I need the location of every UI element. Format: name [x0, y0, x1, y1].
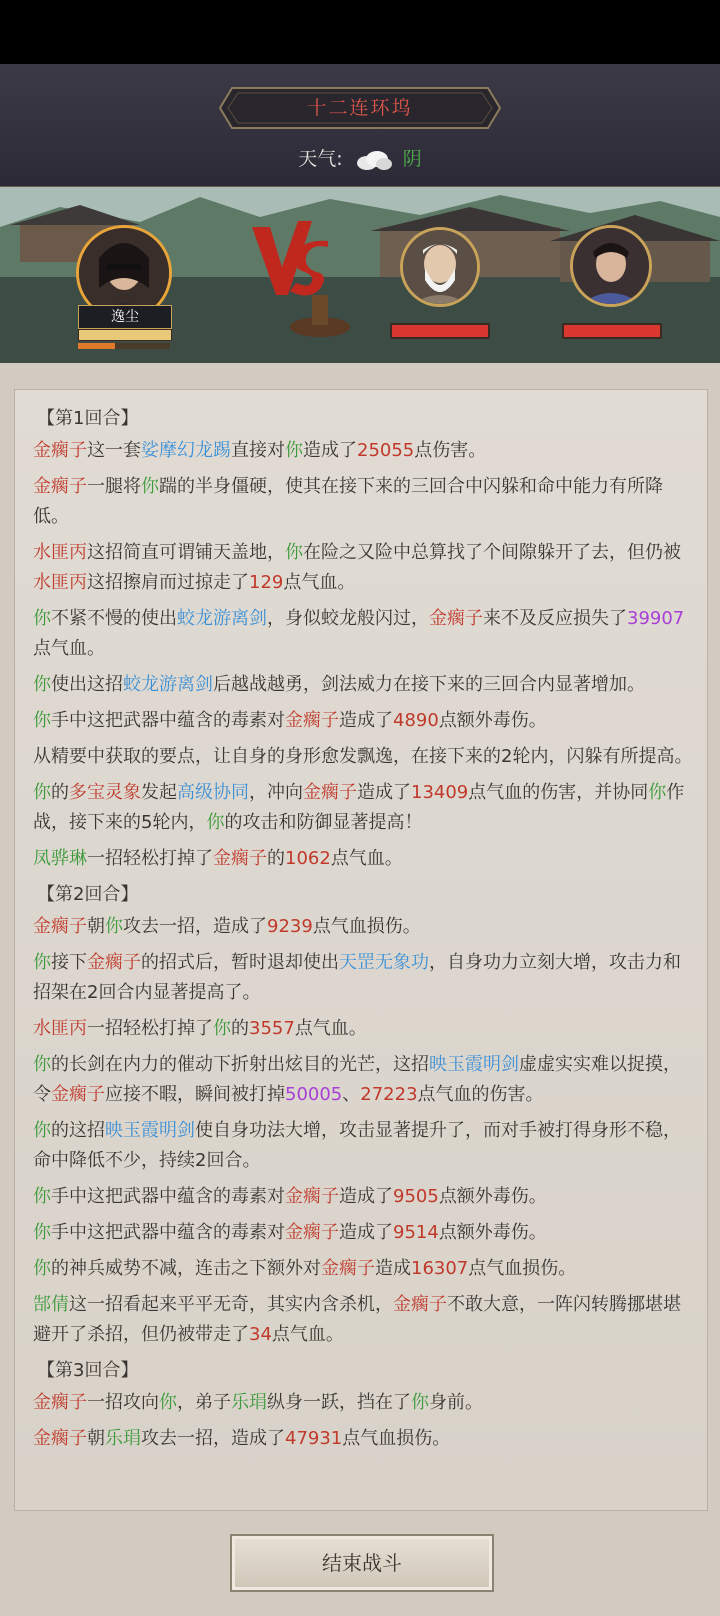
log-segment: 应接不暇，瞬间被打掉 [105, 1084, 285, 1105]
log-segment: 金瘸子 [321, 1258, 375, 1279]
log-segment: ，身似蛟龙般闪过， [267, 608, 429, 629]
log-segment: 造成 [375, 1258, 411, 1279]
log-segment: 金瘸子 [285, 1222, 339, 1243]
log-segment: 这一套 [87, 440, 141, 461]
log-segment: 乐琄 [231, 1392, 267, 1413]
log-segment: 点气血损伤。 [468, 1258, 577, 1279]
log-segment: 娑摩幻龙踢 [141, 440, 231, 461]
log-segment: 你 [285, 542, 303, 563]
log-segment: 你 [33, 1258, 51, 1279]
log-segment: 的招式后，暂时退却使出 [141, 952, 339, 973]
log-segment: 金瘸子 [33, 440, 87, 461]
log-segment: 蛟龙游离剑 [123, 674, 213, 695]
log-segment: 你 [648, 782, 667, 803]
log-segment: 4890 [393, 710, 439, 731]
log-segment: 虚虚实实难以捉摸，令 [33, 1054, 681, 1105]
log-segment: 造成了 [339, 710, 393, 731]
log-segment: 造成了 [339, 1222, 393, 1243]
log-segment: 你 [159, 1392, 177, 1413]
log-segment: 9514 [393, 1222, 439, 1243]
log-segment: 点气血损伤。 [312, 916, 421, 937]
log-entry [33, 670, 697, 700]
log-segment: 一腿将 [87, 476, 141, 497]
log-segment: 郜倩 [33, 1294, 69, 1315]
log-segment: 50005 [285, 1084, 343, 1105]
log-segment: 金瘸子 [285, 1186, 339, 1207]
log-segment: 乐琄 [105, 1428, 141, 1449]
log-segment: 1062 [285, 848, 331, 869]
log-segment: 作战，接下来的5轮内， [33, 782, 685, 833]
log-segment: 点额外毒伤。 [438, 710, 547, 731]
enemy-hp-bar-2 [562, 323, 662, 339]
log-segment: 你 [33, 1054, 51, 1075]
log-segment: 手中这把武器中蕴含的毒素对 [51, 1222, 285, 1243]
player-energy-bar [78, 343, 170, 349]
status-bar [0, 0, 720, 64]
log-segment: 这招简直可谓铺天盖地， [87, 542, 285, 563]
log-segment: 你 [33, 1222, 51, 1243]
log-entry [33, 1388, 697, 1418]
log-segment: 3557 [249, 1018, 295, 1039]
log-segment: 、 [342, 1084, 361, 1105]
log-segment: 金瘸子 [303, 782, 357, 803]
log-segment: 身前。 [429, 1392, 483, 1413]
battle-log-panel[interactable] [14, 389, 708, 1511]
log-segment: 点气血。 [294, 1018, 367, 1039]
log-entry [33, 436, 697, 466]
log-segment: 你 [33, 608, 51, 629]
log-segment: 发起 [141, 782, 177, 803]
cloud-icon [353, 149, 393, 171]
log-segment: 你 [105, 916, 123, 937]
weather-label: 天气: [298, 148, 343, 170]
log-segment: 金瘸子 [285, 710, 339, 731]
log-segment: 金瘸子 [87, 952, 141, 973]
round-header: 【第3回合】 [37, 1360, 139, 1381]
log-segment: 金瘸子 [33, 916, 87, 937]
log-segment: ，自身功力立刻大增，攻击力和招架在2回合内显著提高了。 [33, 952, 681, 1003]
vs-icon [250, 217, 330, 307]
log-entry [33, 844, 697, 874]
log-segment: 25055 [357, 440, 415, 461]
log-segment: 攻去一招，造成了 [123, 916, 267, 937]
log-segment: 点气血。 [33, 638, 105, 659]
log-entry [33, 1182, 697, 1212]
log-segment: 直接对 [231, 440, 285, 461]
log-segment: 这招擦肩而过掠走了 [87, 572, 249, 593]
log-segment: 你 [33, 674, 51, 695]
location-title-plate [218, 86, 502, 130]
log-segment: 映玉霞明剑 [105, 1120, 195, 1141]
end-battle-button[interactable]: 结束战斗 [230, 1534, 494, 1592]
log-segment: 的这招 [51, 1120, 105, 1141]
log-entry [33, 706, 697, 736]
log-segment: 你 [33, 1186, 51, 1207]
log-segment: 不敢大意，一阵闪转腾挪堪堪避开了杀招，但仍被带走了 [33, 1294, 681, 1345]
log-segment: 手中这把武器中蕴含的毒素对 [51, 710, 285, 731]
log-segment: 你 [285, 440, 303, 461]
log-segment: 47931 [285, 1428, 343, 1449]
log-segment: 9505 [393, 1186, 439, 1207]
log-segment: 你 [206, 812, 225, 833]
log-segment: 你 [213, 1018, 231, 1039]
log-segment: 后越战越勇，剑法威力在接下来的三回合内显著增加。 [213, 674, 645, 695]
log-entry [33, 472, 697, 532]
log-entry [33, 1218, 697, 1248]
log-segment: 你 [141, 476, 159, 497]
log-segment: 点伤害。 [414, 440, 487, 461]
log-segment: ，冲向 [249, 782, 303, 803]
log-segment: 的 [267, 848, 285, 869]
battle-log [33, 404, 697, 1460]
log-segment: 金瘸子 [429, 608, 483, 629]
log-segment: 朝 [87, 916, 105, 937]
log-entry [33, 1254, 697, 1284]
log-entry [33, 1116, 697, 1176]
log-segment: 的长剑在内力的催动下折射出炫目的光芒，这招 [51, 1054, 429, 1075]
log-segment: 点气血损伤。 [342, 1428, 451, 1449]
log-segment: 你 [33, 710, 51, 731]
log-segment: 攻去一招，造成了 [141, 1428, 285, 1449]
enemy-hp-bar-1 [390, 323, 490, 339]
log-segment: 金瘸子 [393, 1294, 447, 1315]
log-segment: 一招轻松打掉了 [87, 848, 213, 869]
log-segment: 金瘸子 [33, 476, 87, 497]
log-segment: 造成了 [303, 440, 357, 461]
weather-value: 阴 [402, 148, 422, 170]
log-segment: 这一招看起来平平无奇，其实内含杀机， [69, 1294, 393, 1315]
log-segment: 点额外毒伤。 [438, 1186, 547, 1207]
log-entry [33, 604, 697, 664]
battle-header [0, 64, 720, 188]
log-segment: 水匪丙 [33, 542, 87, 563]
log-segment: 多宝灵象 [69, 782, 141, 803]
log-segment: 一招攻向 [87, 1392, 159, 1413]
log-segment: 的神兵威势不减，连击之下额外对 [51, 1258, 321, 1279]
log-segment: 金瘸子 [33, 1428, 87, 1449]
weather-row [0, 144, 720, 171]
log-segment: 9239 [267, 916, 313, 937]
enemy-avatar-old-master[interactable] [400, 227, 480, 307]
log-segment: 水匪丙 [33, 1018, 87, 1039]
log-segment: 你 [33, 1120, 51, 1141]
log-segment: 来不及反应损失了 [483, 608, 627, 629]
player-hp-bar [78, 329, 172, 341]
log-segment: 点气血。 [271, 1324, 344, 1345]
log-segment: 你 [33, 952, 51, 973]
log-entry [33, 538, 697, 598]
battle-scene [0, 187, 720, 363]
round-header: 【第1回合】 [37, 408, 139, 429]
log-segment: 造成了 [339, 1186, 393, 1207]
log-entry [33, 1014, 697, 1044]
log-segment: 朝 [87, 1428, 105, 1449]
log-segment: 16307 [411, 1258, 469, 1279]
log-segment: 点气血。 [283, 572, 356, 593]
log-segment: 的 [51, 782, 69, 803]
log-segment: 天罡无象功 [339, 952, 429, 973]
round-header: 【第2回合】 [37, 884, 139, 905]
log-segment: 的攻击和防御显著提高！ [224, 812, 423, 833]
log-segment: 凤骅琳 [33, 848, 87, 869]
log-segment: 你 [33, 782, 51, 803]
log-entry [33, 1050, 697, 1110]
player-name: 逸尘 [78, 305, 172, 329]
log-entry [33, 778, 697, 838]
location-title: 十二连环坞 [307, 97, 413, 119]
log-entry [33, 912, 697, 942]
log-segment: ，弟子 [177, 1392, 231, 1413]
log-segment: 34 [249, 1324, 272, 1345]
log-entry [33, 948, 697, 1008]
log-entry [33, 1290, 697, 1350]
log-segment: 使自身功法大增，攻击显著提升了，而对手被打得身形不稳，命中降低不少，持续2回合。 [33, 1120, 681, 1171]
enemy-avatar-warrior[interactable] [570, 225, 652, 307]
log-segment: 不紧不慢的使出 [51, 608, 177, 629]
log-segment: 129 [249, 572, 284, 593]
log-segment: 点额外毒伤。 [438, 1222, 547, 1243]
log-segment: 金瘸子 [213, 848, 267, 869]
log-segment: 纵身一跃，挡在了 [267, 1392, 411, 1413]
log-segment: 点气血。 [330, 848, 403, 869]
log-segment: 蛟龙游离剑 [177, 608, 267, 629]
log-segment: 你 [411, 1392, 429, 1413]
log-segment: 接下 [51, 952, 87, 973]
log-segment: 使出这招 [51, 674, 123, 695]
log-segment: 从精要中获取的要点，让自身的身形愈发飘逸，在接下来的2轮内，闪躲有所提高。 [33, 746, 693, 767]
log-segment: 水匪丙 [33, 572, 87, 593]
log-segment: 27223 [360, 1084, 418, 1105]
log-segment: 手中这把武器中蕴含的毒素对 [51, 1186, 285, 1207]
log-segment: 点气血的伤害。 [417, 1084, 544, 1105]
log-segment: 的 [231, 1018, 249, 1039]
log-segment: 39907 [627, 608, 685, 629]
log-segment: 造成了 [357, 782, 411, 803]
log-segment: 金瘸子 [33, 1392, 87, 1413]
log-segment: 在险之又险中总算找了个间隙躲开了去，但仍被 [303, 542, 681, 563]
log-entry [33, 742, 697, 772]
log-segment: 点气血的伤害，并协同 [468, 782, 649, 803]
log-segment: 高级协同 [177, 782, 249, 803]
log-segment: 踹的半身僵硬，使其在接下来的三回合中闪躲和命中能力有所降低。 [33, 476, 663, 527]
log-entry [33, 1424, 697, 1454]
log-segment: 映玉霞明剑 [429, 1054, 519, 1075]
log-segment: 一招轻松打掉了 [87, 1018, 213, 1039]
log-segment: 金瘸子 [51, 1084, 105, 1105]
log-segment: 13409 [411, 782, 469, 803]
